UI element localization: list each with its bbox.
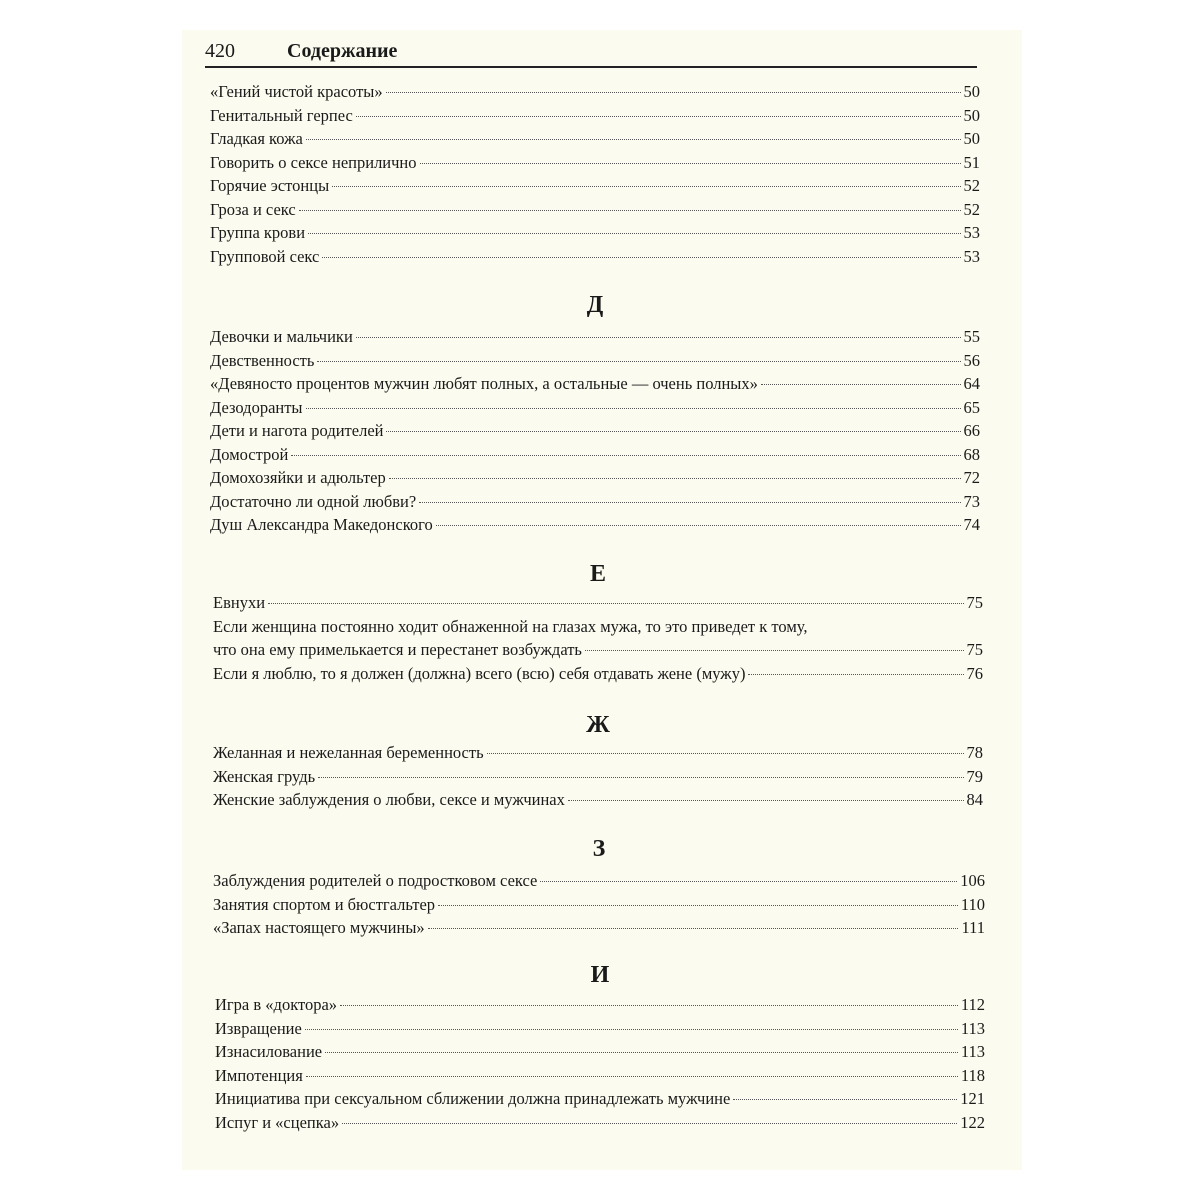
entry-title: что она ему примелькается и перестанет возбуждать (213, 640, 582, 659)
toc-entry (210, 245, 980, 268)
dot-leader (420, 162, 961, 164)
entry-page-number: 72 (963, 468, 980, 487)
running-title: Содержание (287, 40, 398, 62)
dot-leader (419, 501, 960, 503)
entry-page-number: 76 (966, 663, 983, 683)
dot-leader (317, 360, 960, 362)
dot-leader (389, 477, 961, 479)
dot-leader (761, 383, 961, 385)
entry-title: Достаточно ли одной любви? (210, 491, 417, 511)
dot-leader (540, 880, 957, 882)
toc-entry (210, 80, 980, 103)
entry-title: Извращение (215, 1018, 302, 1038)
entry-title: Домохозяйки и адюльтер (210, 468, 386, 487)
entry-title: Игра в «доктора» (215, 995, 338, 1014)
toc-entry (210, 490, 980, 513)
entry-page-number: 112 (960, 995, 985, 1014)
dot-leader (322, 256, 960, 258)
dot-leader (340, 1004, 958, 1006)
toc-entry (213, 741, 983, 764)
dot-leader (428, 927, 959, 929)
section-letter: Д (586, 292, 604, 318)
entry-page-number: 75 (966, 640, 983, 659)
toc-entry (213, 869, 985, 892)
page-header (205, 38, 977, 68)
entry-title: Евнухи (213, 593, 266, 612)
entry-title: Девственность (210, 350, 315, 370)
entry-page-number: 79 (966, 766, 983, 786)
toc-entry (213, 591, 983, 614)
entry-title: Домострой (210, 444, 289, 464)
entry-page-number: 50 (963, 129, 980, 148)
section-letter: Е (589, 561, 606, 587)
dot-leader (585, 649, 964, 651)
entry-page-number: 84 (966, 790, 983, 809)
entry-title: Заблуждения родителей о подростковом сексе (213, 871, 538, 890)
entry-page-number: 64 (963, 374, 980, 393)
entry-title: Говорить о сексе неприлично (210, 152, 417, 172)
toc-entry (210, 151, 980, 174)
entry-page-number: 50 (963, 105, 980, 125)
toc-entry (210, 466, 980, 489)
entry-title: Гладкая кожа (210, 129, 303, 148)
toc-entry (210, 372, 980, 395)
entry-page-number: 75 (966, 593, 983, 612)
entry-page-number: 50 (963, 82, 980, 101)
dot-leader (356, 336, 961, 338)
dot-leader (299, 209, 961, 211)
entry-title: Желанная и нежеланная беременность (213, 743, 484, 762)
toc-entry (210, 349, 980, 372)
dot-leader (291, 454, 960, 456)
entry-title: Гроза и секс (210, 199, 296, 219)
dot-leader (332, 185, 960, 187)
entry-page-number: 121 (960, 1089, 985, 1108)
toc-entry (213, 788, 983, 811)
entry-page-number: 53 (963, 246, 980, 266)
dot-leader (318, 776, 963, 778)
entry-title: Женская грудь (213, 766, 316, 786)
dot-leader (436, 524, 961, 526)
toc-entry (213, 916, 985, 939)
toc-entry (213, 893, 985, 916)
dot-leader (386, 430, 960, 432)
entry-title: Группа крови (210, 223, 306, 242)
entry-page-number: 66 (963, 421, 980, 440)
entry-page-number: 106 (960, 871, 985, 890)
toc-entry (213, 662, 983, 685)
toc-entry (210, 198, 980, 221)
dot-leader (268, 602, 963, 604)
entry-page-number: 113 (960, 1018, 985, 1038)
entry-page-number: 51 (963, 152, 980, 172)
toc-entry (213, 638, 983, 661)
section-letter: И (590, 962, 610, 988)
entry-title: «Гений чистой красоты» (210, 82, 383, 101)
entry-title: Дезодоранты (210, 397, 303, 417)
entry-title: Импотенция (215, 1065, 303, 1085)
toc-entry (210, 221, 980, 244)
entry-page-number: 52 (963, 176, 980, 195)
dot-leader (438, 904, 958, 906)
dot-leader (306, 407, 961, 409)
entry-page-number: 65 (963, 397, 980, 417)
toc-entry (210, 104, 980, 127)
entry-title: Изнасилование (215, 1042, 323, 1061)
entry-title: «Запах настоящего мужчины» (213, 918, 425, 937)
entry-page-number: 118 (960, 1065, 985, 1085)
entry-title: Занятия спортом и бюстгальтер (213, 894, 436, 914)
entry-title: Дети и нагота родителей (210, 421, 384, 440)
entry-page-number: 53 (963, 223, 980, 242)
dot-leader (568, 799, 964, 801)
toc-entry-line: Если женщина постоянно ходит обнаженной на глазах мужа, то это приведет к тому, (213, 616, 808, 636)
dot-leader (325, 1051, 958, 1053)
entry-title: Если я люблю, то я должен (должна) всего (всю) себя отдавать жене (мужу) (213, 663, 746, 683)
entry-page-number: 73 (963, 491, 980, 511)
toc-entry (210, 174, 980, 197)
dot-leader (342, 1122, 957, 1124)
toc-entry (210, 396, 980, 419)
dot-leader (733, 1098, 957, 1100)
entry-title: Женские заблуждения о любви, сексе и мужчинах (213, 790, 565, 809)
entry-title: Групповой секс (210, 246, 320, 266)
entry-title: Душ Александра Македонского (210, 515, 433, 534)
entry-page-number: 74 (963, 515, 980, 534)
dot-leader (308, 232, 960, 234)
entry-title: «Девяносто процентов мужчин любят полных, а остальные — очень полных» (210, 374, 758, 393)
entry-page-number: 56 (963, 350, 980, 370)
entry-page-number: 110 (960, 894, 985, 914)
entry-title: Генитальный герпес (210, 105, 353, 125)
toc-entry (215, 993, 985, 1016)
entry-title: Девочки и мальчики (210, 327, 353, 346)
dot-leader (487, 752, 964, 754)
toc-entry (210, 443, 980, 466)
toc-entry (210, 127, 980, 150)
toc-entry (213, 765, 983, 788)
dot-leader (305, 1028, 958, 1030)
page-number: 420 (205, 40, 235, 62)
entry-page-number: 52 (963, 199, 980, 219)
dot-leader (356, 115, 961, 117)
dot-leader (306, 138, 961, 140)
toc-entry (215, 1017, 985, 1040)
dot-leader (386, 91, 961, 93)
toc-entry (210, 513, 980, 536)
entry-title: Инициатива при сексуальном сближении должна принадлежать мужчине (215, 1089, 731, 1108)
section-letter: З (592, 836, 606, 862)
entry-page-number: 68 (963, 444, 980, 464)
section-letter: Ж (586, 712, 610, 738)
dot-leader (748, 673, 963, 675)
toc-entry (210, 419, 980, 442)
entry-title: Испуг и «сцепка» (215, 1112, 340, 1132)
entry-page-number: 113 (960, 1042, 985, 1061)
toc-entry (215, 1064, 985, 1087)
entry-page-number: 111 (961, 918, 985, 937)
toc-entry (215, 1087, 985, 1110)
entry-page-number: 122 (960, 1112, 985, 1132)
entry-page-number: 55 (963, 327, 980, 346)
toc-entry (215, 1040, 985, 1063)
dot-leader (306, 1075, 958, 1077)
toc-entry (210, 325, 980, 348)
toc-entry (215, 1111, 985, 1134)
entry-title: Горячие эстонцы (210, 176, 330, 195)
entry-page-number: 78 (966, 743, 983, 762)
